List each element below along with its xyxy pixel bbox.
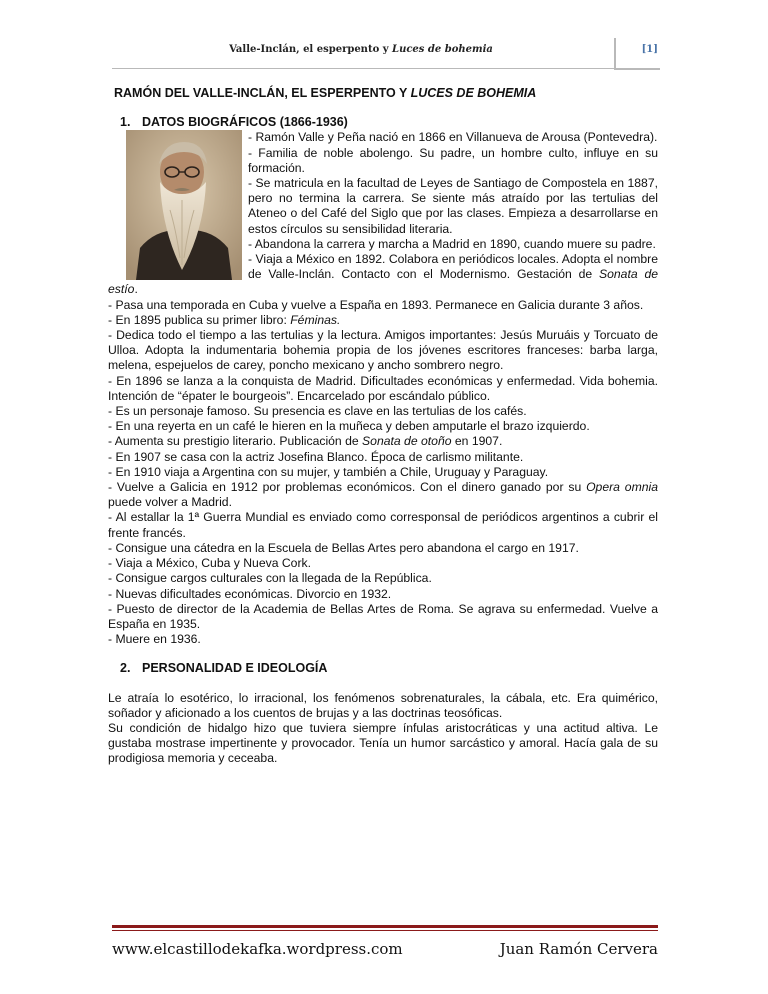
bio-item-18: - Viaja a México, Cuba y Nueva Cork. bbox=[108, 556, 311, 571]
bio-item-4: - Abandona la carrera y marcha a Madrid en 1890, cuando muere su padre. bbox=[248, 236, 656, 251]
bio-item-16: - Al estallar la 1ª Guerra Mundial es enviado como corresponsal de periódicos argentinos a cubrir el frente francés. bbox=[108, 510, 658, 540]
bio-item-6: - Pasa una temporada en Cuba y vuelve a España en 1893. Permanece en Galicia durante 3 años. bbox=[108, 297, 644, 312]
personality-paragraph-2: Su condición de hidalgo hizo que tuviera siempre ínfulas aristocráticas y una actitud altiva. Le gustaba mostrase impertinente y provocador. Tenía un humor sarcástico y amoral. Hacía gala de su prodigiosa memoria y ceceaba. bbox=[108, 720, 658, 766]
bio-item-14: - En 1910 viaja a Argentina con su mujer, y también a Chile, Uruguay y Paraguay. bbox=[108, 464, 549, 479]
page-header bbox=[112, 36, 660, 70]
bio-item-20: - Nuevas dificultades económicas. Divorcio en 1932. bbox=[108, 586, 392, 601]
bio-item-7 bbox=[108, 313, 658, 328]
bio-item-19: - Consigue cargos culturales con la llegada de la República. bbox=[108, 571, 432, 586]
bio-item-3: - Se matricula en la facultad de Leyes de Santiago de Compostela en 1887, pero no termina la carrera. Se siente más atraído por las tertulias del Ateneo o del Café del Siglo que por las clases. Empieza a desarrollarse en estos círculos su sensibilidad literaria. bbox=[248, 176, 658, 236]
bio-item-8: - Dedica todo el tiempo a las tertulias y la lectura. Amigos importantes: Jesús Muruáis y Torcuato de Ulloa. Adopta la indumentaria bohemia propia de los jóvenes escritores franceses: barba larga, melena, espejuelos de carey, poncho mexicano y ancho sombrero negro. bbox=[108, 328, 658, 373]
running-title-italic: Luces de bohemia bbox=[392, 44, 493, 55]
running-title bbox=[112, 44, 610, 55]
section-title-1: DATOS BIOGRÁFICOS (1866-1936) bbox=[142, 115, 348, 130]
bio-item-7-text: - En 1895 publica su primer libro: bbox=[108, 312, 291, 327]
section-title-2: PERSONALIDAD E IDEOLOGÍA bbox=[142, 661, 328, 676]
section-number-2: 2. bbox=[120, 661, 131, 676]
bio-item-13: - En 1907 se casa con la actriz Josefina Blanco. Época de carlismo militante. bbox=[108, 449, 524, 464]
bio-item-11: - En una reyerta en un café le hieren en la muñeca y deben amputarle el brazo izquierdo. bbox=[108, 419, 590, 434]
document-title-text: RAMÓN DEL VALLE-INCLÁN, EL ESPERPENTO Y bbox=[114, 86, 411, 100]
document-title-italic: LUCES DE BOHEMIA bbox=[410, 86, 537, 100]
bio-item-1: - Ramón Valle y Peña nació en 1866 en Villanueva de Arousa (Pontevedra). bbox=[248, 130, 658, 145]
bio-item-10: - Es un personaje famoso. Su presencia es clave en las tertulias de los cafés. bbox=[108, 404, 527, 419]
bio-item-15-text: - Vuelve a Galicia en 1912 por problemas económicos. Con el dinero ganado por su bbox=[108, 480, 587, 495]
bio-item-22: - Muere en 1936. bbox=[108, 632, 201, 647]
footer-divider-thin bbox=[112, 930, 658, 931]
running-title-text: Valle-Inclán, el esperpento y bbox=[229, 44, 393, 55]
opera-omnia-title: Opera omnia bbox=[586, 480, 658, 495]
sonata-otono-title: Sonata de otoño bbox=[362, 434, 452, 449]
author-portrait-image bbox=[126, 130, 242, 280]
bio-item-15 bbox=[108, 480, 658, 510]
bio-item-12 bbox=[108, 434, 658, 449]
footer-website: www.elcastillodekafka.wordpress.com bbox=[112, 940, 403, 958]
bio-item-9: - En 1896 se lanza a la conquista de Madrid. Dificultades económicas y enfermedad. Vida bohemia. Intención de “épater le bourgeois”. Encarcelado por escándalo público. bbox=[108, 373, 658, 403]
bio-item-2: - Familia de noble abolengo. Su padre, un hombre culto, influye en su formación. bbox=[248, 145, 658, 175]
bio-item-5-tail: . bbox=[134, 282, 138, 297]
page-number-box bbox=[614, 38, 660, 70]
page-number: [1] bbox=[641, 44, 658, 55]
bio-item-5-text: - Viaja a México en 1892. Colabora en periódicos locales. Adopta el nombre de Valle-Inclán. Contacto con el Modernismo. Gestación de bbox=[248, 252, 658, 282]
bio-item-12-tail: en 1907. bbox=[451, 434, 503, 449]
document-body bbox=[108, 86, 658, 767]
biography-block bbox=[108, 130, 658, 647]
bio-item-17: - Consigue una cátedra en la Escuela de Bellas Artes pero abandona el cargo en 1917. bbox=[108, 540, 579, 555]
section-heading-2 bbox=[114, 661, 658, 676]
sonata-estio-title: Sonata de estío bbox=[108, 267, 658, 297]
document-title bbox=[114, 86, 658, 101]
bio-item-12-text: - Aumenta su prestigio literario. Publicación de bbox=[108, 434, 363, 449]
footer-author: Juan Ramón Cervera bbox=[499, 940, 658, 958]
personality-paragraph-1: Le atraía lo esotérico, lo irracional, los fenómenos sobrenaturales, la cábala, etc. Era quimérico, soñador y aficionado a los cuentos de brujas y a las doctrinas teosóficas. bbox=[108, 690, 658, 720]
header-divider bbox=[112, 68, 618, 69]
section-heading-1 bbox=[114, 115, 658, 130]
bio-item-21: - Puesto de director de la Academia de Bellas Artes de Roma. Se agrava su enfermedad. Vuelve a España en 1935. bbox=[108, 601, 658, 631]
footer-divider-thick bbox=[112, 925, 658, 928]
feminas-title: Féminas. bbox=[290, 312, 341, 327]
bio-item-15-tail: puede volver a Madrid. bbox=[108, 495, 232, 510]
section-number-1: 1. bbox=[120, 115, 131, 130]
